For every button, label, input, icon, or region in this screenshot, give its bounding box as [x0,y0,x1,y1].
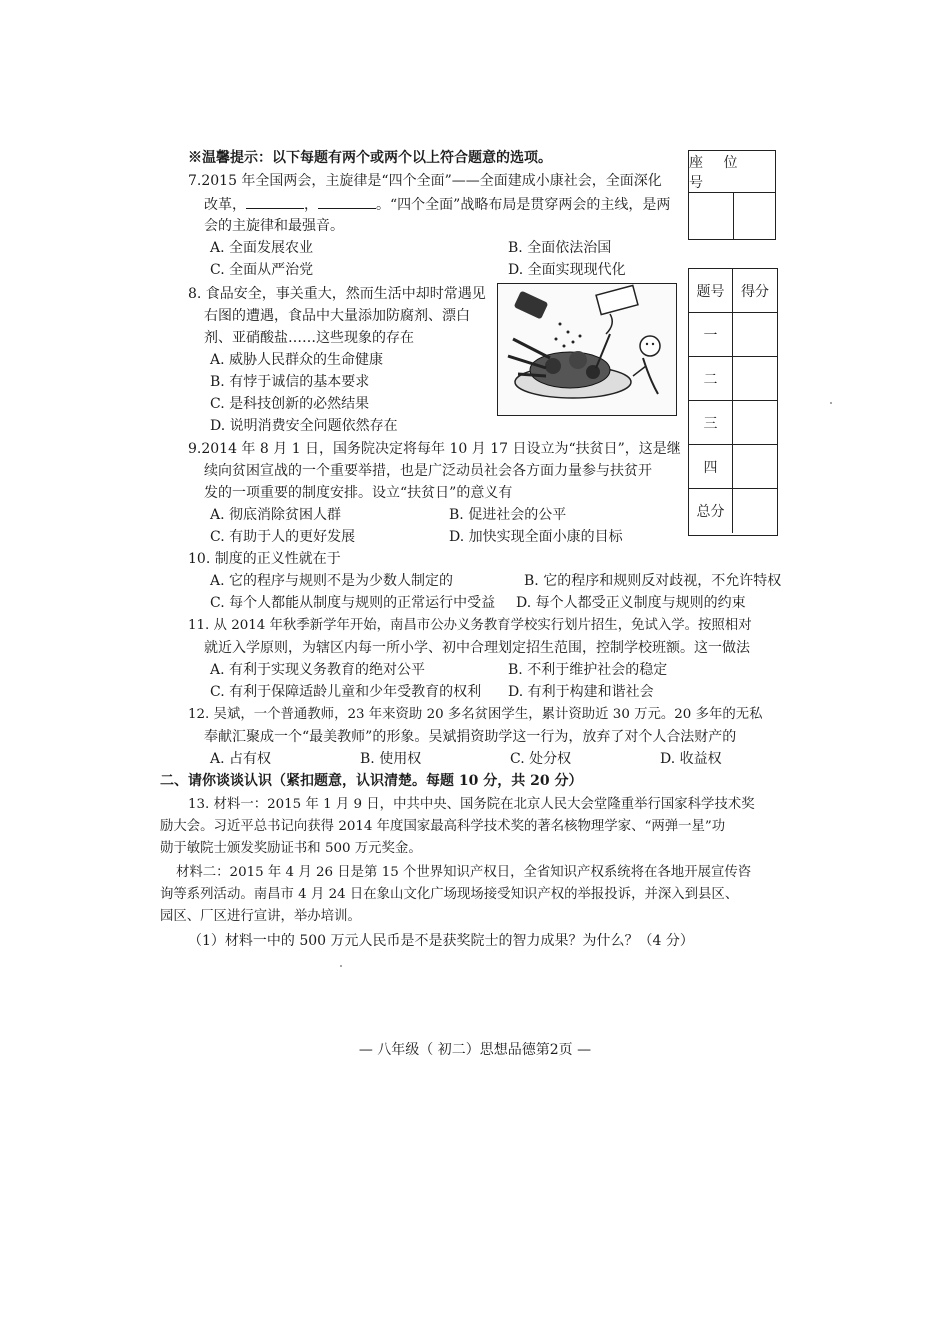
q12-line2: 奉献汇聚成一个“最美教师”的形象。吴斌捐资助学这一行为，放弃了对个人合法财产的 [204,729,737,745]
q13-line3: 勋于敏院士颁发奖励证书和 500 万元奖金。 [160,841,422,856]
score-row-label: 二 [689,357,733,400]
score-row [689,357,777,401]
q9-line3: 发的一项重要的制度安排。设立“扶贫日”的意义有 [204,485,513,501]
q7-blank-2 [318,194,376,209]
q11-line2: 就近入学原则，为辖区内每一所小学、初中合理划定招生范围，控制学校班额。这一做法 [204,640,750,656]
q11-option-c: C. 有利于保障适龄儿童和少年受教育的权利 [210,684,482,700]
q11-option-a: A. 有利于实现义务教育的绝对公平 [210,662,426,678]
q7-line2-sep: ， [304,197,318,213]
score-row [689,445,777,489]
q10-option-a: A. 它的程序与规则不是为少数人制定的 [210,573,454,589]
score-row [689,401,777,445]
score-row [689,313,777,357]
q12-option-c: C. 处分权 [510,751,572,767]
seat-cell-divider [733,193,734,239]
q8-line3: 剂、亚硝酸盐……这些现象的存在 [204,330,414,346]
q7-line2-a: 改革， [204,197,246,213]
q7-line3: 会的主旋律和最强音。 [204,218,344,234]
score-row [689,489,777,533]
q8-option-b: B. 有悖于诚信的基本要求 [210,374,370,390]
q7-option-c: C. 全面从严治党 [210,262,314,278]
q7-line1: 7.2015 年全国两会，主旋律是“四个全面”——全面建成小康社会，全面深化 [188,173,662,189]
q9-option-c: C. 有助于人的更好发展 [210,529,356,545]
q8-option-a: A. 威胁人民群众的生命健康 [210,352,384,368]
q8-line2: 右图的遭遇，食品中大量添加防腐剂、漂白 [204,308,470,324]
score-header-row [689,269,777,313]
q11-option-d: D. 有利于构建和谐社会 [508,684,654,700]
q7-line2-b: 。“四个全面”战略布局是贯穿两会的主线，是两 [376,197,671,213]
q8-option-d: D. 说明消费安全问题依然存在 [210,418,398,434]
material2-line3: 园区、厂区进行宣讲，举办培训。 [160,909,361,924]
q7-option-a: A. 全面发展农业 [210,240,314,256]
score-header-score: 得分 [741,283,769,300]
q13-line1: 13. 材料一：2015 年 1 月 9 日，中共中央、国务院在北京人民大会堂隆重举行国家科学技术奖 [188,797,755,812]
q9-option-d: D. 加快实现全面小康的目标 [449,529,623,545]
score-row-label: 三 [689,401,733,444]
q12-option-a: A. 占有权 [210,751,272,767]
q9-option-a: A. 彻底消除贫困人群 [210,507,342,523]
q10-option-d: D. 每个人都受正义制度与规则的约束 [516,595,746,611]
q7-line2 [204,194,670,215]
q12-option-b: B. 使用权 [360,751,422,767]
score-header-question: 题号 [689,269,733,312]
q7-blank-1 [246,194,304,209]
section2-title: 二、请你谈谈认识（紧扣题意，认识清楚。每题 10 分，共 20 分） [160,773,583,789]
q7-option-d: D. 全面实现现代化 [508,262,626,278]
score-row-label: 总分 [689,489,733,533]
score-row-label: 一 [689,313,733,356]
cartoon-drawing [498,284,675,414]
score-row-value [733,401,777,444]
q11-line1: 11. 从 2014 年秋季新学年开始，南昌市公办义务教育学校实行划片招生，免试入学。按照相对 [188,618,752,633]
score-row-value [733,313,777,356]
scan-speck [340,965,342,967]
score-row-label: 四 [689,445,733,488]
material2-line1: 材料二：2015 年 4 月 26 日是第 15 个世界知识产权日，全省知识产权系统将在各地开展宣传咨 [176,865,752,880]
q12-line1: 12. 吴斌，一个普通教师，23 年来资助 20 多名贫困学生，累计资助近 30 万元。20 多年的无私 [188,707,763,722]
q9-line2: 续向贫困宣战的一个重要举措，也是广泛动员社会各方面力量参与扶贫开 [204,463,652,479]
score-row-value [733,357,777,400]
material2-line2: 询等系列活动。南昌市 4 月 24 日在象山文化广场现场接受知识产权的举报投诉，并深入到县区、 [160,887,739,902]
q10-option-b: B. 它的程序和规则反对歧视，不允许特权 [524,573,782,589]
q13-subquestion-1: （1）材料一中的 500 万元人民币是不是获奖院士的智力成果？为什么？（4 分） [188,933,694,949]
tip-text: ※温馨提示：以下每题有两个或两个以上符合题意的选项。 [188,150,552,166]
q13-line2: 励大会。习近平总书记向获得 2014 年度国家最高科学技术奖的著名核物理学家、“两弹一星”功 [160,819,726,834]
seat-number-header: 座 位 号 [689,151,775,193]
q8-option-c: C. 是科技创新的必然结果 [210,396,370,412]
q11-option-b: B. 不利于维护社会的稳定 [508,662,668,678]
q9-option-b: B. 促进社会的公平 [449,507,567,523]
q12-option-d: D. 收益权 [660,751,722,767]
q10-option-c: C. 每个人都能从制度与规则的正常运行中受益 [210,595,496,611]
score-row-value [733,445,777,488]
q8-line1: 8. 食品安全，事关重大，然而生活中却时常遇见 [188,286,486,302]
page-footer: — 八年级（ 初二）思想品德第2页 — [358,1042,592,1058]
food-safety-cartoon [497,283,677,416]
seat-number-table [688,150,776,240]
score-table [688,268,778,536]
scan-speck [830,402,832,404]
q10-line1: 10. 制度的正义性就在于 [188,551,341,567]
q7-option-b: B. 全面依法治国 [508,240,612,256]
score-row-value [733,489,777,533]
q9-line1: 9.2014 年 8 月 1 日，国务院决定将每年 10 月 17 日设立为“扶贫日”，这是继 [188,441,681,457]
